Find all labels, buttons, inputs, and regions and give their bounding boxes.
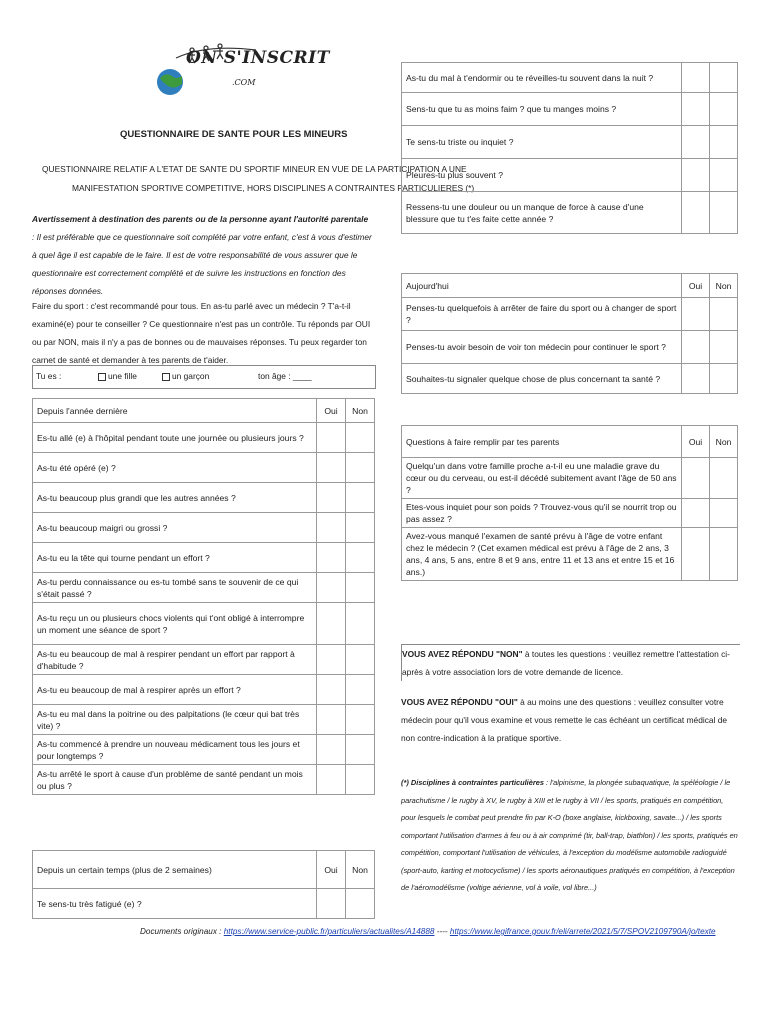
yes-cell[interactable]: [682, 528, 710, 581]
service-public-link[interactable]: https://www.service-public.fr/particuliers/actualites/A14888: [223, 927, 435, 936]
no-cell[interactable]: [710, 528, 738, 581]
question-text: Souhaites-tu signaler quelque chose de plus concernant ta santé ?: [402, 364, 682, 394]
question-text: Penses-tu quelquefois à arrêter de faire du sport ou à changer de sport ?: [402, 298, 682, 331]
question-text: Avez-vous manqué l'examen de santé prévu à l'âge de votre enfant chez le médecin ? (Cet examen médical est prévu à l'âge de 2 ans, 3 ans, 4 ans, 5 ans, entre 8 et 9 ans, entre 11 et 13 ans et entre 15 et 16 ans.): [402, 528, 682, 581]
question-text: Te sens-tu triste ou inquiet ?: [402, 126, 682, 159]
yes-cell[interactable]: [317, 543, 346, 573]
yes-cell[interactable]: [682, 126, 710, 159]
age-field[interactable]: ton âge : ____: [258, 371, 312, 381]
question-row: [33, 765, 375, 795]
yes-header: Oui: [682, 426, 710, 458]
no-header: Non: [710, 426, 738, 458]
documents-label: Documents originaux :: [140, 927, 224, 936]
no-cell[interactable]: [710, 159, 738, 192]
question-text: Sens-tu que tu as moins faim ? que tu manges moins ?: [402, 93, 682, 126]
section-2-table: [32, 850, 375, 919]
section-2-continued-table: [401, 62, 738, 234]
answer-no-text: à toutes les questions : veuillez remettre l'attestation ci-après à votre association lors de votre demande de licence.: [402, 649, 730, 677]
no-header: Non: [346, 851, 375, 889]
section-3-header-row: [402, 274, 738, 298]
question-text: As-tu perdu connaissance ou es-tu tombé sans te souvenir de ce qui s'était passé ?: [33, 573, 317, 603]
no-cell[interactable]: [346, 765, 375, 795]
question-row: [33, 453, 375, 483]
yes-cell[interactable]: [682, 63, 710, 93]
no-cell[interactable]: [346, 603, 375, 645]
yes-cell[interactable]: [682, 298, 710, 331]
no-cell[interactable]: [346, 543, 375, 573]
section-2-header-row: [33, 851, 375, 889]
yes-cell[interactable]: [317, 423, 346, 453]
footnote-bold: (*) Disciplines à contraintes particulières: [401, 778, 544, 787]
subtitle-line-2: MANIFESTATION SPORTIVE COMPETITIVE, HORS DISCIPLINES A CONTRAINTES PARTICULIERES (*): [72, 183, 475, 193]
question-text: As-tu commencé à prendre un nouveau médicament tous les jours et pour longtemps ?: [33, 735, 317, 765]
section-4-header-row: [402, 426, 738, 458]
section-1-header-row: [33, 399, 375, 423]
section-4-header: Questions à faire remplir par tes parents: [402, 426, 682, 458]
question-row: [33, 735, 375, 765]
question-text: As-tu beaucoup maigri ou grossi ?: [33, 513, 317, 543]
question-text: Pleures-tu plus souvent ?: [402, 159, 682, 192]
identity-label: Tu es :: [36, 371, 62, 381]
question-text: As-tu du mal à t'endormir ou te réveilles-tu souvent dans la nuit ?: [402, 63, 682, 93]
answer-yes-bold: VOUS AVEZ RÉPONDU "OUI": [401, 697, 518, 707]
question-text: As-tu arrêté le sport à cause d'un problème de santé pendant un mois ou plus ?: [33, 765, 317, 795]
no-cell[interactable]: [346, 453, 375, 483]
question-text: Te sens-tu très fatigué (e) ?: [33, 889, 317, 919]
no-cell[interactable]: [710, 63, 738, 93]
yes-cell[interactable]: [682, 458, 710, 499]
question-row: [402, 528, 738, 581]
question-row: [402, 364, 738, 394]
question-text: As-tu été opéré (e) ?: [33, 453, 317, 483]
question-row: [402, 499, 738, 528]
documents-line: [140, 927, 716, 936]
footnote-text: : l'alpinisme, la plongée subaquatique, la spéléologie / le parachutisme / le rugby à XV, le rugby à XIII et le rugby à VII / les sports, pratiqués en compétition, pour lesquels le combat peut prendre fin par K-O (boxe anglaise, kickboxing, savate...) / les sports comportant l'utilisation d'armes à feu ou à air comprimé (tir, ball-trap, biathlon) / les sports, pratiqués en compétition, comportant l'utilisation de véhicules, à l'exception du modélisme automobile radioguidé (sport-auto, karting et motocyclisme) / les sports aéronautiques pratiqués en compétition, à l'exception de l'aéromodélisme (voltige aérienne, vol à voile, vol libre...): [401, 778, 738, 892]
no-cell[interactable]: [710, 364, 738, 394]
question-row: [33, 543, 375, 573]
intro-paragraph: Faire du sport : c'est recommandé pour tous. En as-tu parlé avec un médecin ? T'a-t-il examiné(e) pour te conseiller ? Ce questionnaire n'est pas un contrôle. Tu réponds par OUI ou par NON, mais il n'y a pas de bonnes ou de mauvaises réponses. Tu peux regarder ton carnet de santé et demander à tes parents de t'aider.: [32, 301, 371, 365]
question-row: [33, 423, 375, 453]
question-text: As-tu eu mal dans la poitrine ou des palpitations (le cœur qui bat très vite) ?: [33, 705, 317, 735]
yes-cell[interactable]: [682, 499, 710, 528]
yes-cell[interactable]: [682, 159, 710, 192]
no-cell[interactable]: [710, 192, 738, 234]
no-cell[interactable]: [710, 331, 738, 364]
boy-checkbox[interactable]: [162, 373, 170, 381]
no-header: Non: [710, 274, 738, 298]
question-text: Etes-vous inquiet pour son poids ? Trouvez-vous qu'il se nourrit trop ou pas assez ?: [402, 499, 682, 528]
yes-cell[interactable]: [317, 889, 346, 919]
yes-header: Oui: [682, 274, 710, 298]
no-cell[interactable]: [346, 735, 375, 765]
yes-cell[interactable]: [317, 765, 346, 795]
question-text: Quelqu'un dans votre famille proche a-t-il eu une maladie grave du cœur ou du cerveau, ou est-il décédé subitement avant l'âge de 50 ans ?: [402, 458, 682, 499]
question-row: [402, 458, 738, 499]
question-text: Penses-tu avoir besoin de voir ton médecin pour continuer le sport ?: [402, 331, 682, 364]
yes-cell[interactable]: [682, 331, 710, 364]
question-text: As-tu eu la tête qui tourne pendant un effort ?: [33, 543, 317, 573]
no-header: Non: [346, 399, 375, 423]
no-cell[interactable]: [710, 298, 738, 331]
no-cell[interactable]: [346, 513, 375, 543]
question-row: [402, 298, 738, 331]
yes-cell[interactable]: [317, 735, 346, 765]
page-title: QUESTIONNAIRE DE SANTE POUR LES MINEURS: [120, 129, 348, 140]
question-row: [33, 573, 375, 603]
no-cell[interactable]: [710, 93, 738, 126]
yes-cell[interactable]: [317, 705, 346, 735]
section-4-table: [401, 425, 738, 581]
yes-cell[interactable]: [317, 645, 346, 675]
no-cell[interactable]: [346, 423, 375, 453]
yes-cell[interactable]: [682, 192, 710, 234]
no-cell[interactable]: [710, 458, 738, 499]
yes-cell[interactable]: [317, 513, 346, 543]
yes-cell[interactable]: [317, 603, 346, 645]
question-row: [33, 483, 375, 513]
footnote: [401, 774, 739, 897]
section-2-header: Depuis un certain temps (plus de 2 semaines): [33, 851, 317, 889]
yes-header: Oui: [317, 399, 346, 423]
question-row: [402, 126, 738, 159]
answer-yes-text: à au moins une des questions : veuillez consulter votre médecin pour qu'il vous examine et vous remette le cas échéant un certificat médical de non contre-indication à la pratique sportive.: [401, 697, 728, 743]
section-1-header: Depuis l'année dernière: [33, 399, 317, 423]
warning-paragraph: [32, 210, 372, 300]
question-row: [33, 705, 375, 735]
legifrance-link[interactable]: https://www.legifrance.gouv.fr/eli/arrete/2021/5/7/SPOV2109790A/jo/texte: [449, 927, 716, 936]
girl-option[interactable]: [98, 370, 137, 383]
boy-option[interactable]: [162, 370, 209, 383]
answer-no-bold: VOUS AVEZ RÉPONDU "NON": [402, 649, 523, 659]
question-text: As-tu beaucoup plus grandi que les autres années ?: [33, 483, 317, 513]
yes-cell[interactable]: [317, 483, 346, 513]
question-text: Ressens-tu une douleur ou un manque de force à cause d'une blessure que tu t'es faite cette année ?: [402, 192, 682, 234]
section-3-header: Aujourd'hui: [402, 274, 682, 298]
warning-text: : Il est préférable que ce questionnaire soit complété par votre enfant, c'est à vous d'estimer à quel âge il est capable de le faire. Il est de votre responsabilité de vous assurer que le questionnaire est correctement complété et de suivre les instructions en fonction des réponses données.: [32, 232, 372, 296]
documents-separator: ----: [434, 927, 450, 936]
girl-checkbox[interactable]: [98, 373, 106, 381]
question-text: As-tu eu beaucoup de mal à respirer après un effort ?: [33, 675, 317, 705]
logo-subtext: .COM: [232, 78, 256, 87]
no-cell[interactable]: [346, 705, 375, 735]
question-text: Es-tu allé (e) à l'hôpital pendant toute une journée ou plusieurs jours ?: [33, 423, 317, 453]
no-cell[interactable]: [346, 675, 375, 705]
logo-text: ON S'INSCRIT: [186, 48, 330, 68]
section-1-table: [32, 398, 375, 795]
no-cell[interactable]: [346, 889, 375, 919]
question-row: [33, 889, 375, 919]
yes-cell[interactable]: [682, 364, 710, 394]
yes-header: Oui: [317, 851, 346, 889]
question-row: [402, 63, 738, 93]
no-cell[interactable]: [346, 483, 375, 513]
boy-label: un garçon: [172, 371, 210, 381]
no-cell[interactable]: [346, 645, 375, 675]
question-row: [402, 192, 738, 234]
subtitle-line-1: QUESTIONNAIRE RELATIF A L'ETAT DE SANTE DU SPORTIF MINEUR EN VUE DE LA PARTICIPATION A UNE: [42, 164, 467, 174]
girl-label: une fille: [108, 371, 137, 381]
warning-bold: Avertissement à destination des parents ou de la personne ayant l'autorité parentale: [32, 214, 369, 224]
question-row: [33, 513, 375, 543]
yes-cell[interactable]: [317, 675, 346, 705]
no-cell[interactable]: [346, 573, 375, 603]
question-text: As-tu eu beaucoup de mal à respirer pendant un effort par rapport à d'habitude ?: [33, 645, 317, 675]
no-cell[interactable]: [710, 126, 738, 159]
yes-cell[interactable]: [682, 93, 710, 126]
answer-no-block: [401, 644, 740, 681]
section-3-table: [401, 273, 738, 394]
question-text: As-tu reçu un ou plusieurs chocs violents qui t'ont obligé à interrompre un moment une séance de sport ?: [33, 603, 317, 645]
question-row: [33, 603, 375, 645]
question-row: [402, 93, 738, 126]
answer-yes-block: [401, 693, 739, 747]
question-row: [402, 159, 738, 192]
question-row: [33, 675, 375, 705]
question-row: [402, 331, 738, 364]
question-row: [33, 645, 375, 675]
yes-cell[interactable]: [317, 573, 346, 603]
no-cell[interactable]: [710, 499, 738, 528]
yes-cell[interactable]: [317, 453, 346, 483]
